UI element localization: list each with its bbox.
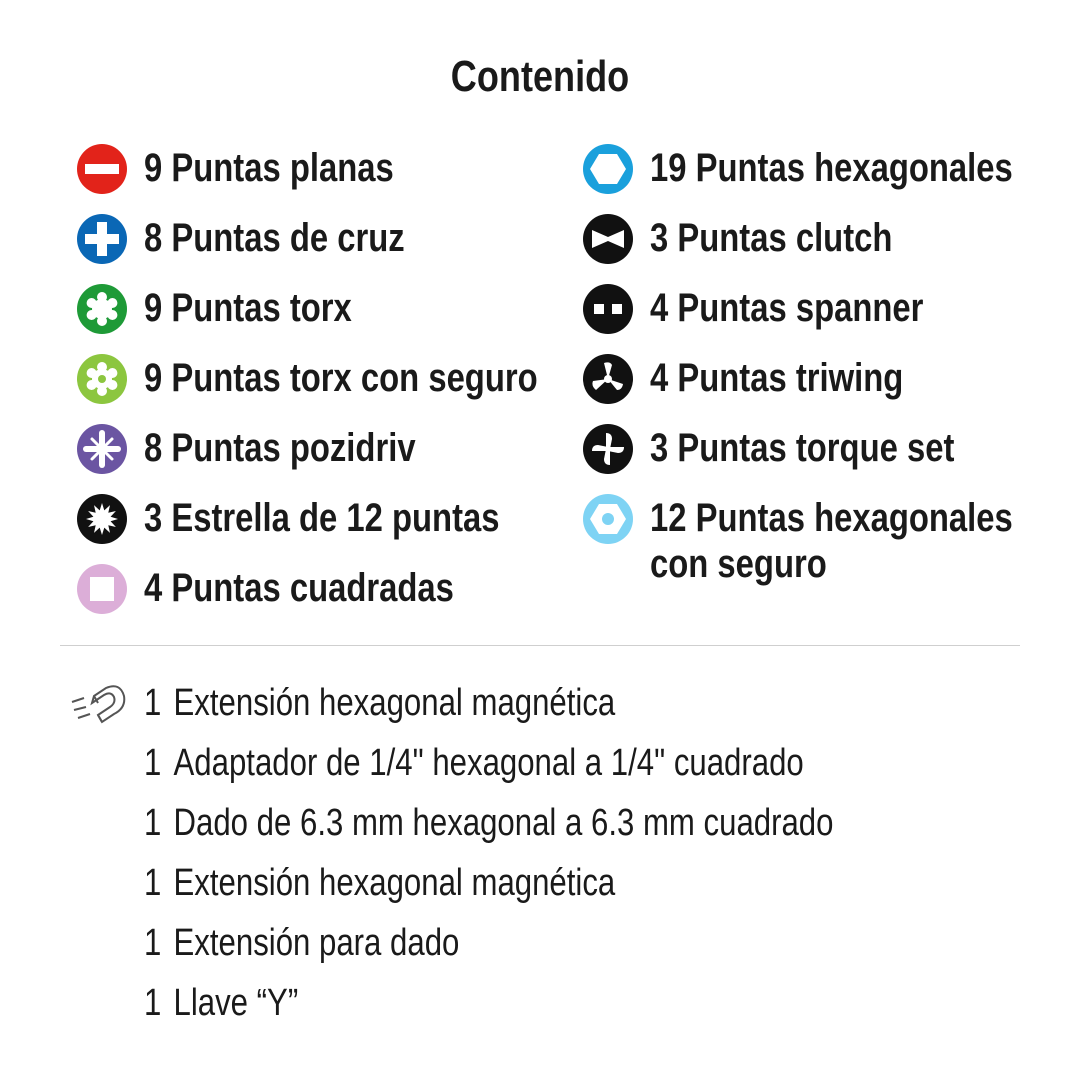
item-label bbox=[650, 495, 1013, 587]
item-label: Extensión hexagonal magnética bbox=[173, 862, 616, 904]
page-title: Contenido bbox=[450, 52, 630, 101]
torque-set-tip-icon bbox=[582, 423, 634, 475]
flat-tip-icon bbox=[76, 143, 128, 195]
item-label: 4 Puntas triwing bbox=[650, 356, 904, 400]
list-item bbox=[144, 918, 833, 978]
list-item bbox=[144, 798, 833, 858]
item-qty: 1 bbox=[144, 682, 162, 724]
list-item bbox=[144, 858, 833, 918]
item-qty: 1 bbox=[144, 922, 162, 964]
square-tip-icon bbox=[76, 563, 128, 615]
torx-security-tip-icon bbox=[76, 353, 128, 405]
item-label: 9 Puntas planas bbox=[144, 146, 394, 190]
magnet-icon bbox=[70, 682, 126, 726]
hex-tip-icon bbox=[582, 143, 634, 195]
triwing-tip-icon bbox=[582, 353, 634, 405]
item-label: 19 Puntas hexagonales bbox=[650, 146, 1013, 190]
item-label: 3 Puntas torque set bbox=[650, 426, 955, 470]
spanner-tip-icon bbox=[582, 283, 634, 335]
item-qty: 1 bbox=[144, 742, 162, 784]
clutch-tip-icon bbox=[582, 213, 634, 265]
item-qty: 1 bbox=[144, 802, 162, 844]
item-qty: 1 bbox=[144, 862, 162, 904]
pozidriv-tip-icon bbox=[76, 423, 128, 475]
hex-security-tip-icon bbox=[582, 493, 634, 545]
item-label: Extensión para dado bbox=[173, 922, 460, 964]
twelve-point-star-icon bbox=[76, 493, 128, 545]
item-label-line2: con seguro bbox=[650, 542, 827, 586]
item-label: 3 Puntas clutch bbox=[650, 216, 893, 260]
item-label: 4 Puntas spanner bbox=[650, 286, 924, 330]
list-item bbox=[144, 738, 833, 798]
phillips-tip-icon bbox=[76, 213, 128, 265]
torx-tip-icon bbox=[76, 283, 128, 335]
list-item bbox=[144, 678, 833, 738]
item-label: Adaptador de 1/4" hexagonal a 1/4" cuadrado bbox=[173, 742, 804, 784]
item-label: 9 Puntas torx con seguro bbox=[144, 356, 538, 400]
item-label: Llave “Y” bbox=[173, 982, 299, 1024]
item-label: 8 Puntas pozidriv bbox=[144, 426, 416, 470]
item-label: Extensión hexagonal magnética bbox=[173, 682, 616, 724]
item-label-line1: 12 Puntas hexagonales bbox=[650, 496, 1013, 540]
item-label: 4 Puntas cuadradas bbox=[144, 566, 454, 610]
item-label: 9 Puntas torx bbox=[144, 286, 352, 330]
accessories-list bbox=[144, 678, 985, 1038]
section-divider bbox=[60, 645, 1020, 646]
item-qty: 1 bbox=[144, 982, 162, 1024]
item-label: Dado de 6.3 mm hexagonal a 6.3 mm cuadrado bbox=[173, 802, 834, 844]
item-label: 8 Puntas de cruz bbox=[144, 216, 405, 260]
item-label: 3 Estrella de 12 puntas bbox=[144, 496, 500, 540]
list-item bbox=[144, 978, 833, 1038]
